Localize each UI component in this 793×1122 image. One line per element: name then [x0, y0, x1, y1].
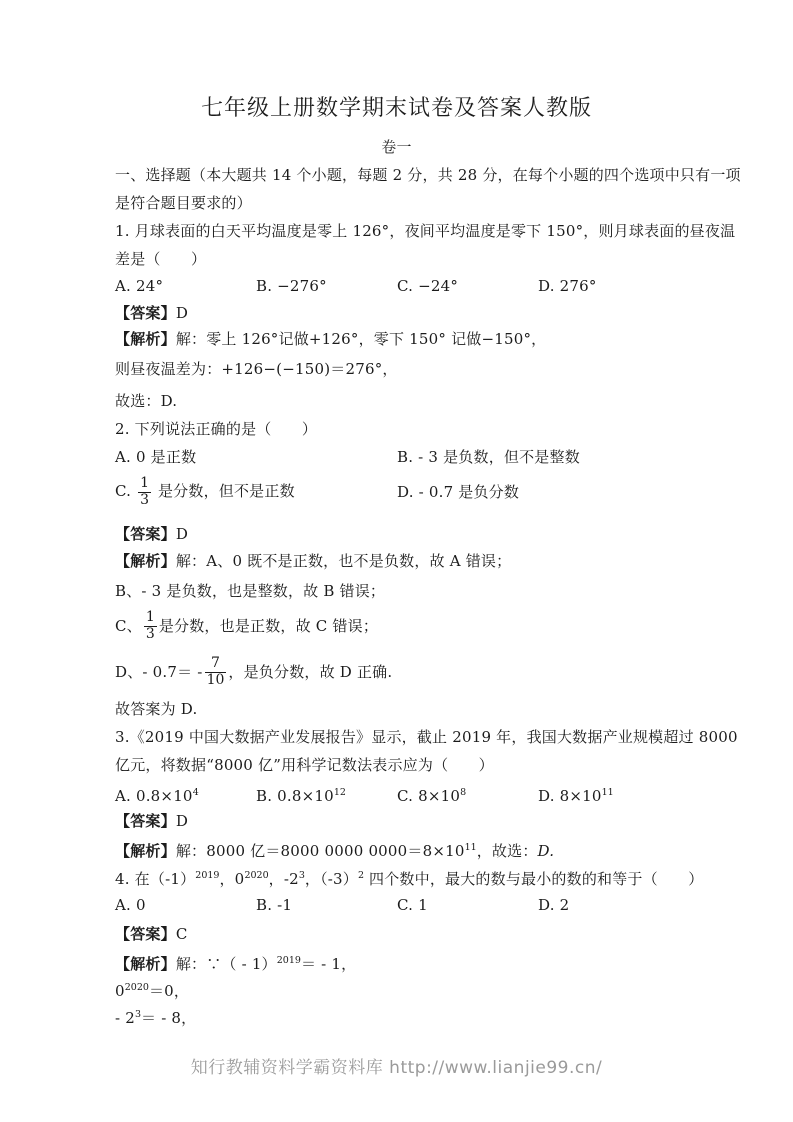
q3-option-c	[397, 783, 538, 806]
q2-explanation-label: 【解析】	[115, 552, 176, 570]
q2-answer-label: 【答案】	[115, 525, 176, 543]
q4-stem-part: ，（-3）	[304, 870, 359, 888]
q1-option-a: A. 24°	[115, 277, 164, 295]
q2-exp3-suffix: 是分数，也是正数，故 C 错误；	[158, 617, 379, 635]
q2-options-row-cd	[115, 474, 519, 510]
q4-exp1-part: 解：∵（ - 1）	[175, 955, 277, 973]
q2-option-c-prefix: C.	[115, 482, 137, 500]
q2-exp4-suffix: ，是负分数，故 D 正确.	[228, 663, 393, 681]
q3-exp-exponent: 11	[464, 842, 477, 853]
q4-exp3-part: - 2	[115, 1009, 135, 1027]
q1-explanation-text1: 解：零上 126°记做+126°，零下 150° 记做−150°，	[175, 330, 547, 348]
q4-answer-line	[115, 924, 188, 944]
fraction-denominator: 10	[206, 671, 225, 688]
q4-stem-part: 4. 在（-1）	[115, 870, 196, 888]
q2-option-b: B. - 3 是负数，但不是整数	[397, 448, 580, 466]
q4-exp2-exponent: 2020	[124, 982, 149, 993]
q3-explanation-line1	[115, 838, 554, 861]
q4-exp1-exponent: 2019	[276, 955, 301, 966]
fraction-denominator: 3	[140, 491, 150, 508]
one-third-fraction	[138, 476, 151, 508]
q4-explanation-line2	[115, 978, 189, 1001]
q3-option-b	[256, 783, 397, 806]
q4-option-b: B. -1	[256, 896, 293, 914]
q3-stem-line2: 亿元，将数据“8000 亿”用科学记数法表示应为（ ）	[115, 756, 494, 774]
q2-exp4-prefix: D、- 0.7＝ -	[115, 663, 203, 681]
q2-explanation-line4	[115, 654, 392, 690]
fraction-numerator: 1	[145, 609, 155, 626]
q1-explanation-line3: 故选：D.	[115, 392, 178, 410]
q2-option-c	[115, 476, 397, 508]
q4-stem	[115, 866, 703, 889]
q1-explanation-line1	[115, 329, 546, 349]
q4-stem-exponent: 2	[358, 870, 365, 881]
q3-option-c-base: C. 8×10	[397, 787, 461, 805]
q2-options-row-ab	[115, 447, 580, 467]
fraction-denominator: 3	[145, 625, 155, 642]
q3-option-d-base: D. 8×10	[538, 787, 602, 805]
q4-exp2-part: 0	[115, 982, 125, 1000]
q3-answer-line	[115, 811, 188, 831]
seven-tenths-fraction	[205, 656, 227, 688]
q2-explanation-line5: 故答案为 D.	[115, 700, 198, 718]
q4-stem-part: ，0	[219, 870, 245, 888]
q4-exp3-part: ＝ - 8，	[141, 1009, 197, 1027]
q2-explanation-line2: B、- 3 是负数，也是整数，故 B 错误；	[115, 582, 386, 600]
q3-answer-label: 【答案】	[115, 812, 176, 830]
q1-answer-line	[115, 303, 188, 323]
q3-exp-choice: D.	[537, 842, 555, 860]
fraction-numerator: 7	[211, 655, 220, 672]
q1-option-b: B. −276°	[256, 277, 327, 295]
q4-option-d: D. 2	[538, 896, 570, 914]
q3-option-a	[115, 783, 256, 806]
q1-stem-line1: 1. 月球表面的白天平均温度是零上 126°，夜间平均温度是零下 150°，则月球表面的昼夜温	[115, 222, 736, 240]
page-title: 七年级上册数学期末试卷及答案人教版	[200, 96, 592, 121]
q2-explanation-text1: 解：A、0 既不是正数，也不是负数，故 A 错误；	[175, 552, 512, 570]
q4-options-row	[115, 895, 679, 915]
q3-option-b-base: B. 0.8×10	[256, 787, 334, 805]
q4-option-a: A. 0	[115, 896, 146, 914]
q2-option-d: D. - 0.7 是负分数	[397, 483, 520, 501]
q4-answer-label: 【答案】	[115, 925, 176, 943]
q2-exp3-prefix: C、	[115, 617, 142, 635]
q2-explanation-line1	[115, 551, 511, 571]
section-intro-line1: 一、选择题（本大题共 14 个小题，每题 2 分，共 28 分，在每个小题的四个选项中只有一项	[115, 166, 741, 184]
q1-options-row	[115, 276, 679, 296]
q4-exp3-exponent: 3	[134, 1009, 142, 1020]
fraction-numerator: 1	[140, 475, 150, 492]
q3-answer-value: D	[175, 812, 189, 830]
q3-option-a-exponent: 4	[192, 787, 199, 798]
q1-explanation-label: 【解析】	[115, 330, 176, 348]
q4-option-c: C. 1	[397, 896, 428, 914]
q1-option-d: D. 276°	[538, 277, 597, 295]
q1-answer-value: D	[175, 304, 189, 322]
q2-option-c-suffix: 是分数，但不是正数	[153, 482, 295, 500]
footer-watermark: 知行教辅资料学霸资料库 http://www.lianjie99.cn/	[190, 1058, 603, 1078]
q2-stem: 2. 下列说法正确的是（ ）	[115, 420, 318, 438]
volume-label: 卷一	[381, 138, 412, 156]
q2-option-a: A. 0 是正数	[115, 448, 197, 466]
q2-answer-value: D	[175, 525, 189, 543]
q3-explanation-label: 【解析】	[115, 842, 176, 860]
q2-explanation-line3	[115, 608, 378, 644]
q4-stem-exponent: 2019	[195, 870, 220, 881]
q3-options-row	[115, 783, 679, 806]
q3-option-b-exponent: 12	[333, 787, 346, 798]
q3-option-d	[538, 783, 679, 806]
one-third-fraction	[144, 610, 157, 642]
q4-exp1-part: ＝ - 1，	[300, 955, 357, 973]
q1-option-c: C. −24°	[397, 277, 459, 295]
q4-explanation-label: 【解析】	[115, 955, 176, 973]
q4-stem-part: 四个数中，最大的数与最小的数的和等于（ ）	[364, 870, 704, 888]
section-intro-line2: 是符合题目要求的）	[115, 194, 252, 212]
q4-exp2-part: ＝0，	[148, 982, 190, 1000]
q4-explanation-line3	[115, 1005, 196, 1028]
q1-answer-label: 【答案】	[115, 304, 176, 322]
q1-stem-line2: 差是（ ）	[115, 250, 207, 268]
q3-exp-mid: ，故选：	[476, 842, 538, 860]
q4-stem-exponent: 2020	[244, 870, 269, 881]
q2-answer-line	[115, 524, 188, 544]
q4-answer-value: C	[175, 925, 188, 943]
q3-option-a-base: A. 0.8×10	[115, 787, 193, 805]
q1-explanation-line2: 则昼夜温差为：+126−(−150)＝276°，	[115, 360, 398, 378]
q3-option-d-exponent: 11	[601, 787, 614, 798]
q3-exp-text: 解：8000 亿＝8000 0000 0000＝8×10	[175, 842, 465, 860]
q4-stem-exponent: 3	[298, 870, 305, 881]
q3-option-c-exponent: 8	[460, 787, 467, 798]
q4-explanation-line1	[115, 951, 356, 974]
q3-stem-line1: 3.《2019 中国大数据产业发展报告》显示，截止 2019 年，我国大数据产业规模超过 8000	[115, 728, 738, 746]
q4-stem-part: ，-2	[268, 870, 299, 888]
